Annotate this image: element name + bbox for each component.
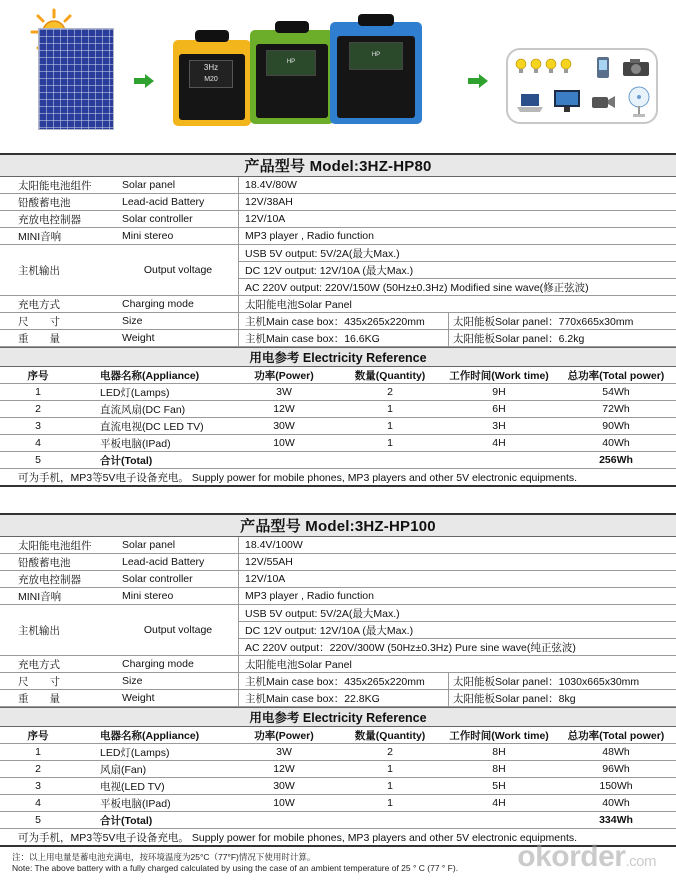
table-cell: 3W <box>276 386 292 398</box>
table-header-row <box>0 727 676 744</box>
spec-label-cn: 铅酸蓄电池 <box>18 556 71 569</box>
unit-screen-text: M20 <box>204 76 218 83</box>
spec-label-en: Weight <box>122 692 155 704</box>
spec-value: 18.4V/80W <box>238 177 676 193</box>
spec-value: MP3 player , Radio function <box>238 588 676 604</box>
spec-label-cn: 太阳能电池组件 <box>18 539 92 552</box>
column-header: 功率(Power) <box>254 369 314 382</box>
table-cell: 12W <box>273 763 295 775</box>
table-cell: 平板电脑(IPad) <box>100 797 171 810</box>
table-cell: 直流风扇(DC Fan) <box>100 403 186 416</box>
table-cell: 5 <box>35 814 41 826</box>
spec-value: 太阳能板Solar panel：1030x665x30mm <box>448 673 676 689</box>
table-cell: 3 <box>35 420 41 432</box>
tv-icon <box>552 88 582 114</box>
table-cell: 2 <box>35 763 41 775</box>
unit-screen-text: HP <box>286 59 296 65</box>
table-cell: 平板电脑(IPad) <box>100 437 171 450</box>
table-row <box>0 384 676 401</box>
table-cell: 30W <box>273 420 295 432</box>
table-cell: 12W <box>273 403 295 415</box>
spec-label-cn: MINI音响 <box>18 230 62 243</box>
output-voltage-block <box>0 605 676 656</box>
table-cell: LED灯(Lamps) <box>100 746 170 759</box>
spec-label-cn: 尺 寸 <box>18 315 60 328</box>
camcorder-icon <box>590 92 616 112</box>
table-cell: 30W <box>273 780 295 792</box>
spec-value: 太阳能板Solar panel：6.2kg <box>448 330 676 346</box>
product-illustration <box>0 0 676 140</box>
spec-label-en: Mini stereo <box>122 230 174 242</box>
spec-row <box>0 194 676 211</box>
spec-label-en: Mini stereo <box>122 590 174 602</box>
table-cell: 电视(LED TV) <box>100 780 165 793</box>
unit-screen-text: 3Hz <box>203 63 219 72</box>
table-row <box>0 778 676 795</box>
spec-row <box>0 313 676 330</box>
total-label: 合计(Total) <box>100 814 153 827</box>
spec-row <box>0 228 676 245</box>
total-value: 334Wh <box>599 814 633 826</box>
table-row <box>0 418 676 435</box>
model-title: 产品型号 Model:3HZ-HP80 <box>0 153 676 177</box>
spec-label-en: Solar panel <box>122 179 176 191</box>
spec-label-cn: 尺 寸 <box>18 675 60 688</box>
spec-row <box>0 554 676 571</box>
usage-note: 可为手机，MP3等5V电子设备充电。 Supply power for mobile phones, MP3 players and other 5V electronic equipments. <box>0 829 676 847</box>
table-cell: 4H <box>492 437 506 449</box>
spec-label-cn: 充放电控制器 <box>18 213 81 226</box>
lamp-icon <box>514 56 576 80</box>
spec-label-cn: 充放电控制器 <box>18 573 81 586</box>
spec-label-cn: 重 量 <box>18 332 60 345</box>
table-cell: 1 <box>387 763 393 775</box>
column-header: 工作时间(Work time) <box>449 729 549 742</box>
table-cell: 40Wh <box>602 797 630 809</box>
total-label: 合计(Total) <box>100 454 153 467</box>
watermark-suffix: .com <box>625 853 656 870</box>
spec-row <box>0 537 676 554</box>
column-header: 总功率(Total power) <box>567 369 665 382</box>
spec-value: MP3 player , Radio function <box>238 228 676 244</box>
output-line: DC 12V output: 12V/10A (最大Max.) <box>239 622 676 639</box>
table-cell: 1 <box>387 780 393 792</box>
table-cell: 1 <box>35 386 41 398</box>
table-cell: 2 <box>35 403 41 415</box>
table-cell: LED灯(Lamps) <box>100 386 170 399</box>
table-total-row <box>0 812 676 829</box>
spec-value: 主机Main case box：435x265x220mm <box>238 673 448 689</box>
spec-value: 太阳能板Solar panel：8kg <box>448 690 676 706</box>
table-cell: 48Wh <box>602 746 630 758</box>
spec-label-en: Size <box>122 675 143 687</box>
spec-value: 12V/10A <box>238 571 676 587</box>
spec-value: 主机Main case box：16.6KG <box>238 330 448 346</box>
spec-label-en: Output voltage <box>143 624 213 636</box>
spec-label-en: Weight <box>122 332 155 344</box>
fan-icon <box>626 86 652 118</box>
table-cell: 150Wh <box>599 780 633 792</box>
table-cell: 4 <box>35 437 41 449</box>
spec-label-en: Charging mode <box>122 298 194 310</box>
table-cell: 10W <box>273 797 295 809</box>
phone-icon <box>594 56 612 80</box>
spec-label-cn: 充电方式 <box>18 658 60 671</box>
table-cell: 1 <box>387 403 393 415</box>
spec-label-cn: 主机输出 <box>18 264 60 277</box>
spec-table-hp100 <box>0 513 676 847</box>
column-header: 总功率(Total power) <box>567 729 665 742</box>
output-line: DC 12V output: 12V/10A (最大Max.) <box>239 262 676 279</box>
spec-label-en: Lead-acid Battery <box>122 196 205 208</box>
spec-label-en: Lead-acid Battery <box>122 556 205 568</box>
laptop-icon <box>516 92 544 114</box>
column-header: 电器名称(Appliance) <box>100 369 200 382</box>
column-header: 序号 <box>27 369 49 382</box>
watermark-brand: okorder <box>517 840 626 873</box>
output-line: AC 220V output: 220V/150W (50Hz±0.3Hz) Modified sine wave(修正弦波) <box>245 282 589 294</box>
output-line: USB 5V output: 5V/2A(最大Max.) <box>239 605 676 622</box>
table-cell: 90Wh <box>602 420 630 432</box>
arrow-right-icon <box>134 74 154 88</box>
table-cell: 9H <box>492 386 506 398</box>
watermark-logo <box>517 840 656 874</box>
power-unit-blue <box>330 22 422 124</box>
table-cell: 风扇(Fan) <box>100 763 147 776</box>
column-header: 数量(Quantity) <box>354 729 426 742</box>
table-cell: 1 <box>35 746 41 758</box>
spec-label-en: Solar controller <box>122 573 193 585</box>
table-cell: 8H <box>492 763 506 775</box>
spec-row <box>0 588 676 605</box>
spec-value: 主机Main case box：435x265x220mm <box>238 313 448 329</box>
spec-value: 12V/38AH <box>238 194 676 210</box>
table-cell: 40Wh <box>602 437 630 449</box>
solar-panel-image <box>38 28 114 130</box>
table-cell: 8H <box>492 746 506 758</box>
spec-label-en: Output voltage <box>143 264 213 276</box>
spec-value: 主机Main case box：22.8KG <box>238 690 448 706</box>
table-cell: 4 <box>35 797 41 809</box>
table-cell: 2 <box>387 386 393 398</box>
spec-label-en: Charging mode <box>122 658 194 670</box>
table-cell: 10W <box>273 437 295 449</box>
spec-value: 12V/10A <box>238 211 676 227</box>
table-cell: 直流电视(DC LED TV) <box>100 420 204 433</box>
appliance-icons-box <box>506 48 658 124</box>
unit-screen-text: HP <box>371 52 381 58</box>
table-row <box>0 761 676 778</box>
camera-icon <box>620 56 652 80</box>
column-header: 电器名称(Appliance) <box>100 729 200 742</box>
spec-row <box>0 571 676 588</box>
spec-value: 太阳能电池Solar Panel <box>238 656 676 672</box>
spec-label-cn: 铅酸蓄电池 <box>18 196 71 209</box>
table-total-row <box>0 452 676 469</box>
spec-value: 12V/55AH <box>238 554 676 570</box>
footnote <box>12 852 458 874</box>
footnote-en: Note: The above battery with a fully charged calculated by using the case of an ambient temperature of 25 ° C (77 ° F). <box>12 863 459 873</box>
spec-label-cn: 重 量 <box>18 692 60 705</box>
spec-row <box>0 656 676 673</box>
spec-row <box>0 673 676 690</box>
spec-row <box>0 177 676 194</box>
reference-title: 用电参考 Electricity Reference <box>0 707 676 727</box>
spec-value: 太阳能电池Solar Panel <box>238 296 676 312</box>
table-cell: 72Wh <box>602 403 630 415</box>
output-voltage-block <box>0 245 676 296</box>
table-cell: 1 <box>387 797 393 809</box>
spec-row <box>0 211 676 228</box>
table-cell: 2 <box>387 746 393 758</box>
table-cell: 3 <box>35 780 41 792</box>
usage-note: 可为手机，MP3等5V电子设备充电。 Supply power for mobile phones, MP3 players and other 5V electronic equipments. <box>0 469 676 487</box>
footnote-cn: 注：以上用电量是蓄电池充满电，按环境温度为25°C（77°F)情况下使用时计算。 <box>12 852 316 862</box>
power-unit-yellow <box>173 40 251 126</box>
table-cell: 1 <box>387 420 393 432</box>
column-header: 序号 <box>27 729 49 742</box>
spec-label-cn: 太阳能电池组件 <box>18 179 92 192</box>
arrow-right-icon <box>468 74 488 88</box>
power-unit-green <box>250 30 334 124</box>
spec-label-cn: 主机输出 <box>18 624 60 637</box>
table-row <box>0 744 676 761</box>
table-row <box>0 401 676 418</box>
spec-label-en: Solar panel <box>122 539 176 551</box>
spec-table-hp80 <box>0 153 676 487</box>
column-header: 工作时间(Work time) <box>449 369 549 382</box>
table-header-row <box>0 367 676 384</box>
output-line: USB 5V output: 5V/2A(最大Max.) <box>239 245 676 262</box>
spec-value: 太阳能板Solar panel：770x665x30mm <box>448 313 676 329</box>
spec-label-en: Size <box>122 315 143 327</box>
table-cell: 5H <box>492 780 506 792</box>
table-cell: 5 <box>35 454 41 466</box>
reference-title: 用电参考 Electricity Reference <box>0 347 676 367</box>
output-line: AC 220V output：220V/300W (50Hz±0.3Hz) Pure sine wave(纯正弦波) <box>245 642 576 654</box>
table-cell: 4H <box>492 797 506 809</box>
column-header: 功率(Power) <box>254 729 314 742</box>
table-cell: 54Wh <box>602 386 630 398</box>
spec-label-cn: MINI音响 <box>18 590 62 603</box>
spec-label-cn: 充电方式 <box>18 298 60 311</box>
spec-row <box>0 296 676 313</box>
table-row <box>0 795 676 812</box>
table-row <box>0 435 676 452</box>
table-cell: 3W <box>276 746 292 758</box>
model-title: 产品型号 Model:3HZ-HP100 <box>0 513 676 537</box>
spec-value: 18.4V/100W <box>238 537 676 553</box>
table-cell: 3H <box>492 420 506 432</box>
spec-row <box>0 330 676 347</box>
total-value: 256Wh <box>599 454 633 466</box>
spec-label-en: Solar controller <box>122 213 193 225</box>
table-cell: 1 <box>387 437 393 449</box>
spec-row <box>0 690 676 707</box>
column-header: 数量(Quantity) <box>354 369 426 382</box>
table-cell: 96Wh <box>602 763 630 775</box>
table-cell: 6H <box>492 403 506 415</box>
